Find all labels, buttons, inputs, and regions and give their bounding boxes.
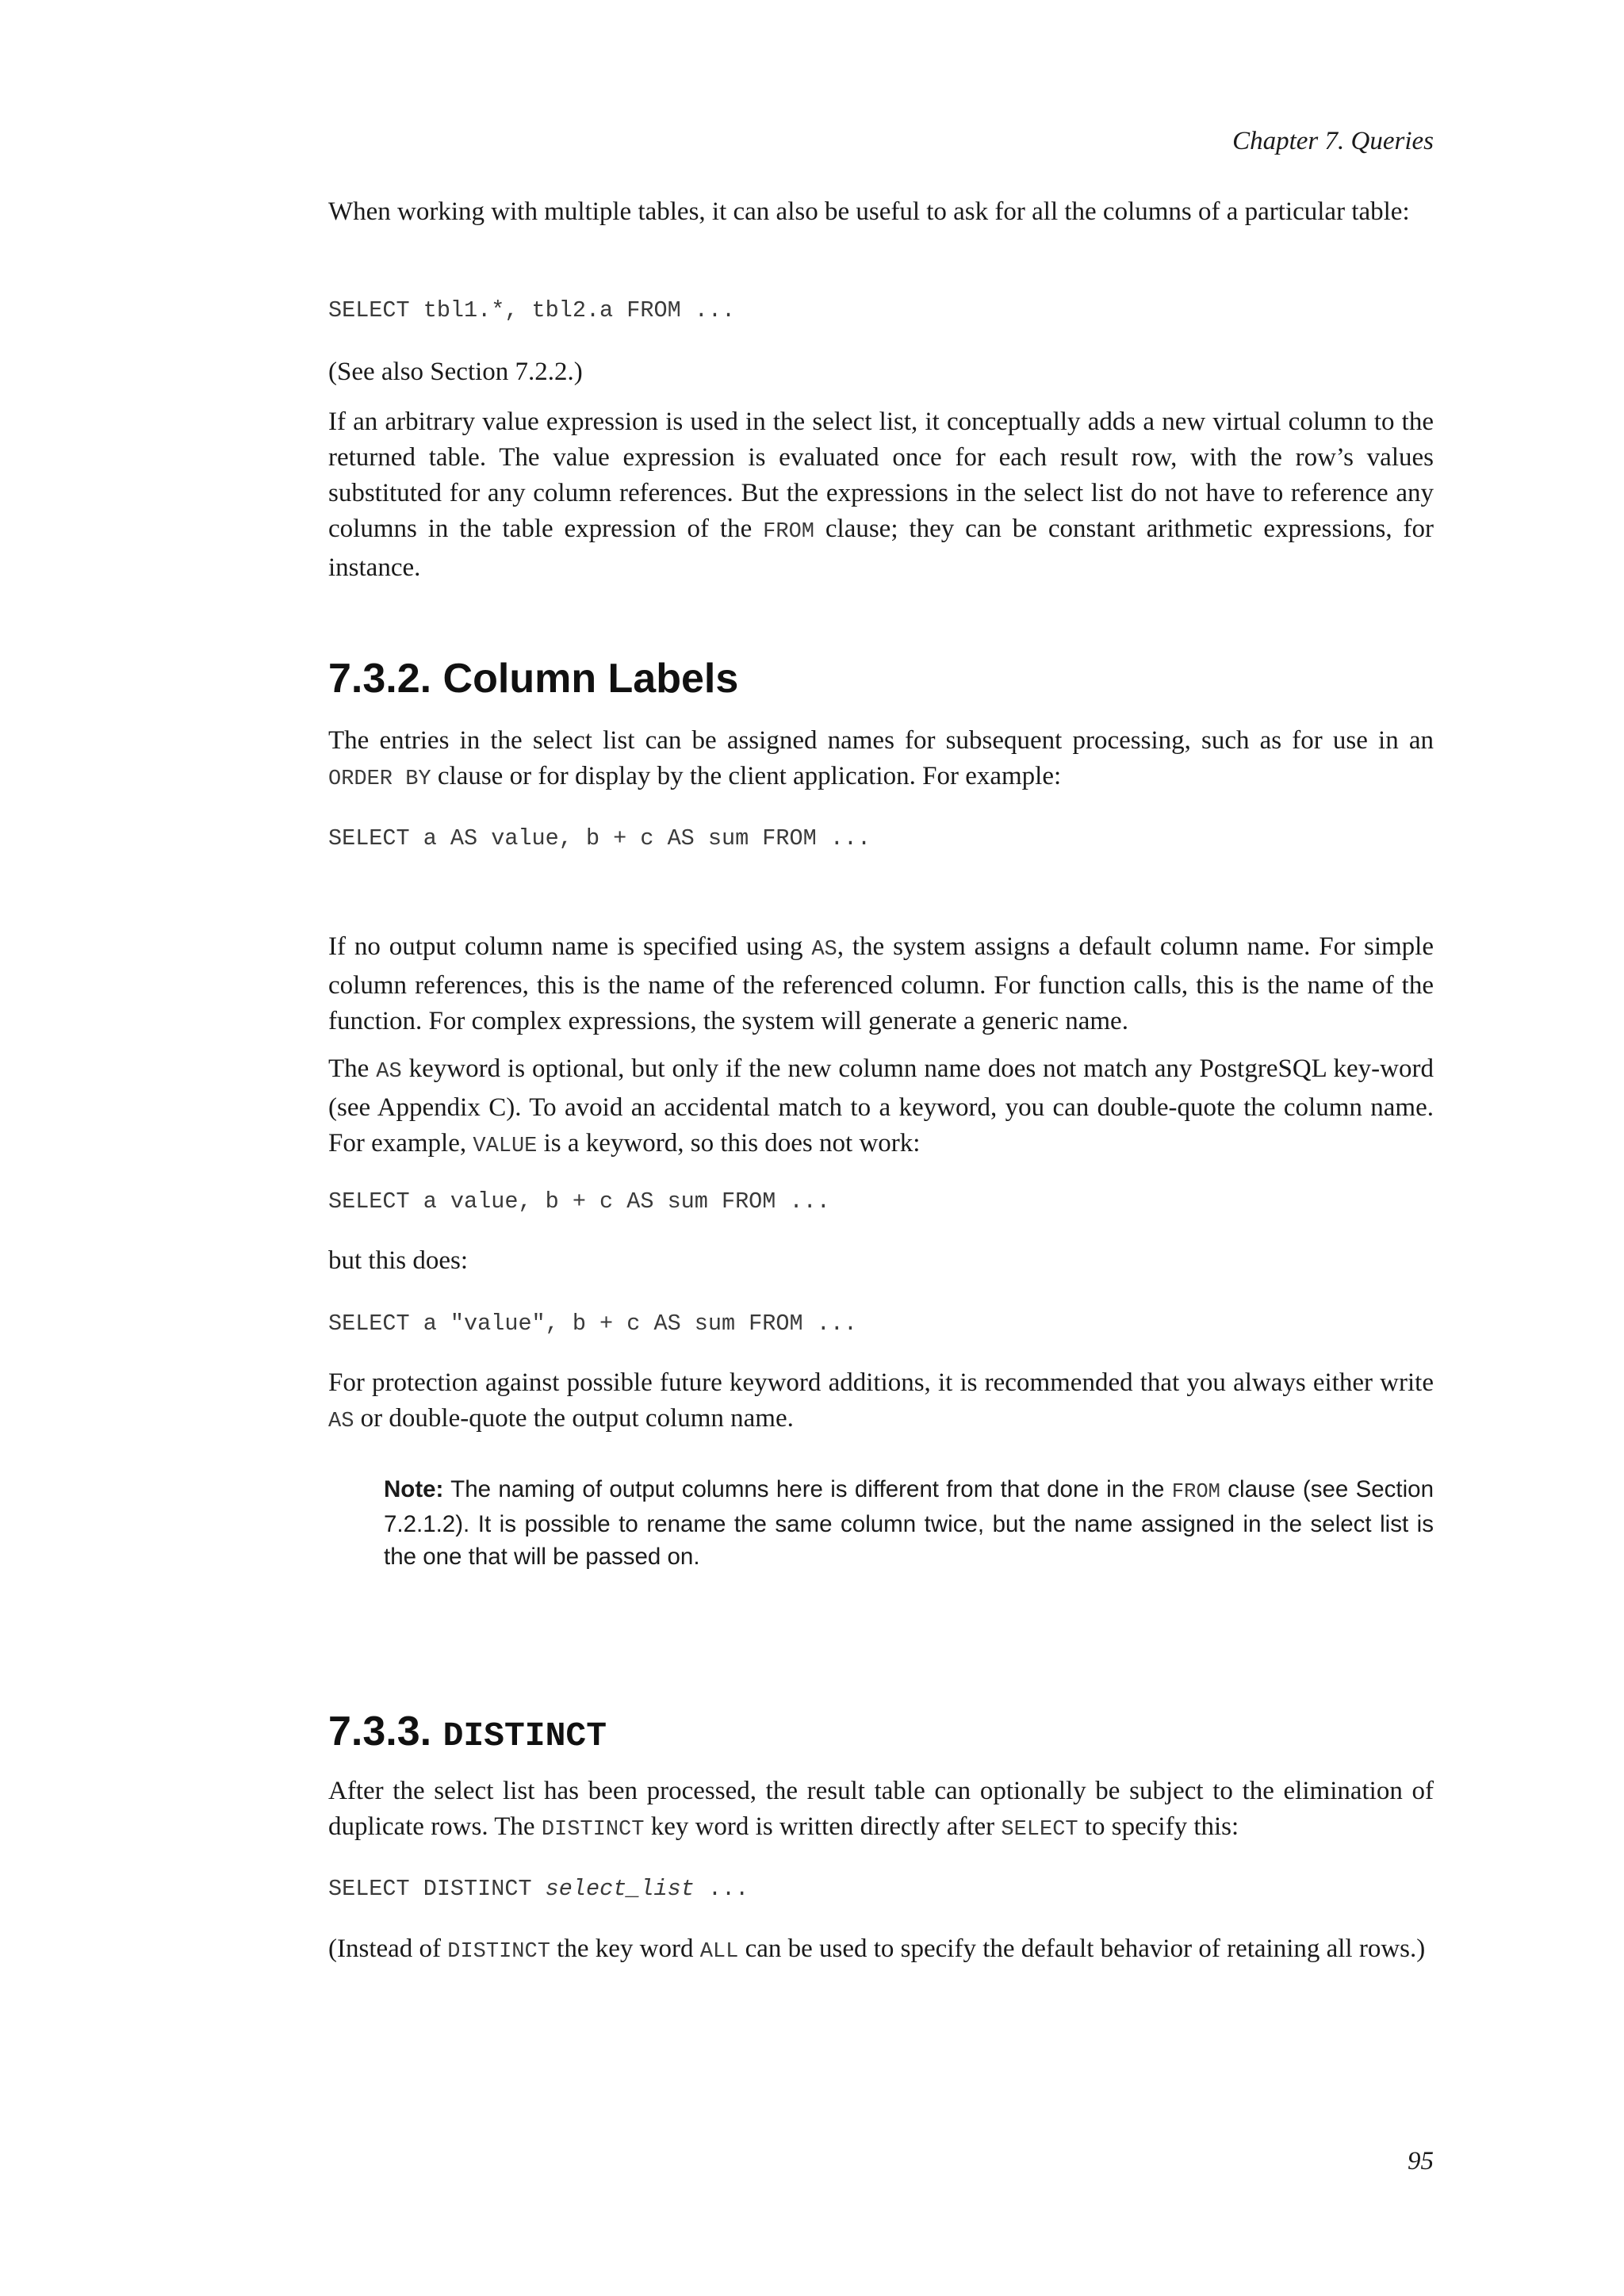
code-example-quoted: SELECT a "value", b + c AS sum FROM ... [328,1311,858,1337]
section-heading-column-labels: 7.3.2. Column Labels [328,656,739,702]
inline-code-from-note: FROM [1171,1480,1220,1503]
note-label: Note: [384,1476,444,1502]
inline-code-order-by: ORDER BY [328,767,431,791]
paragraph-see-also: (See also Section 7.2.2.) [328,358,583,386]
inline-code-as-2: AS [376,1060,402,1084]
paragraph-value-expression: If an arbitrary value expression is used in the select list, it conceptually adds a new virtual column to the returned table. The value expression is evaluated once for each result row, with the row’s values substituted for any column references. But the expressions in the select list do not have to reference any columns in the table expression of the FROM clause; they can be constant arithmetic expressions, for instance. [328,408,1434,582]
heading-code-distinct: DISTINCT [442,1716,607,1755]
inline-code-from: FROM [763,520,814,544]
inline-code-distinct-2: DISTINCT [447,1940,550,1964]
inline-code-select: SELECT [1001,1818,1078,1842]
inline-code-all: ALL [699,1940,739,1964]
note-block: Note: The naming of output columns here is different from that done in the FROM clause (see Section 7.2.1.2). It is possible to rename the same column twice, but the name assigned in the select list is the one that will be passed on. [384,1476,1434,1570]
paragraph-but-this-does: but this does: [328,1246,469,1275]
paragraph-default-column-name: If no output column name is specified using AS, the system assigns a default column name. For simple column references, this is the name of the referenced column. For function calls, this is the name of the function. For complex expressions, the system will generate a generic name. [328,932,1434,1035]
paragraph-select-list-names: The entries in the select list can be assigned names for subsequent processing, such as for use in an ORDER BY clause or for display by the client application. For example: [328,726,1434,791]
paragraph-protection: For protection against possible future keyword additions, it is recommended that you always either write AS or double-quote the output column name. [328,1368,1434,1433]
code-example-as-value: SELECT a AS value, b + c AS sum FROM ... [328,825,871,851]
code-example-not-working: SELECT a value, b + c AS sum FROM ... [328,1188,830,1215]
code-example-select-distinct: SELECT DISTINCT select_list ... [328,1876,749,1902]
section-heading-distinct: 7.3.3. DISTINCT [328,1709,607,1755]
inline-code-value: VALUE [473,1135,538,1158]
code-example-tbl1: SELECT tbl1.*, tbl2.a FROM ... [328,297,736,323]
inline-code-as-3: AS [328,1410,354,1433]
code-placeholder-select-list: select_list [545,1876,695,1902]
running-header: Chapter 7. Queries [1232,127,1434,155]
paragraph-distinct-intro: After the select list has been processed, the result table can optionally be subject to the elimination of duplicate rows. The DISTINCT key word is written directly after SELECT to specify this: [328,1777,1434,1842]
page-number: 95 [1408,2147,1434,2175]
paragraph-intro: When working with multiple tables, it can also be useful to ask for all the columns of a particular table: [328,197,1410,226]
inline-code-distinct: DISTINCT [541,1818,645,1842]
inline-code-as: AS [811,938,837,962]
paragraph-as-keyword-optional: The AS keyword is optional, but only if the new column name does not match any PostgreSQL key-word (see Appendix C). To avoid an accidental match to a keyword, you can double-quote the column name. For example, VALUE is a keyword, so this does not work: [328,1054,1434,1158]
paragraph-all-keyword: (Instead of DISTINCT the key word ALL can be used to specify the default behavior of retaining all rows.) [328,1934,1426,1964]
